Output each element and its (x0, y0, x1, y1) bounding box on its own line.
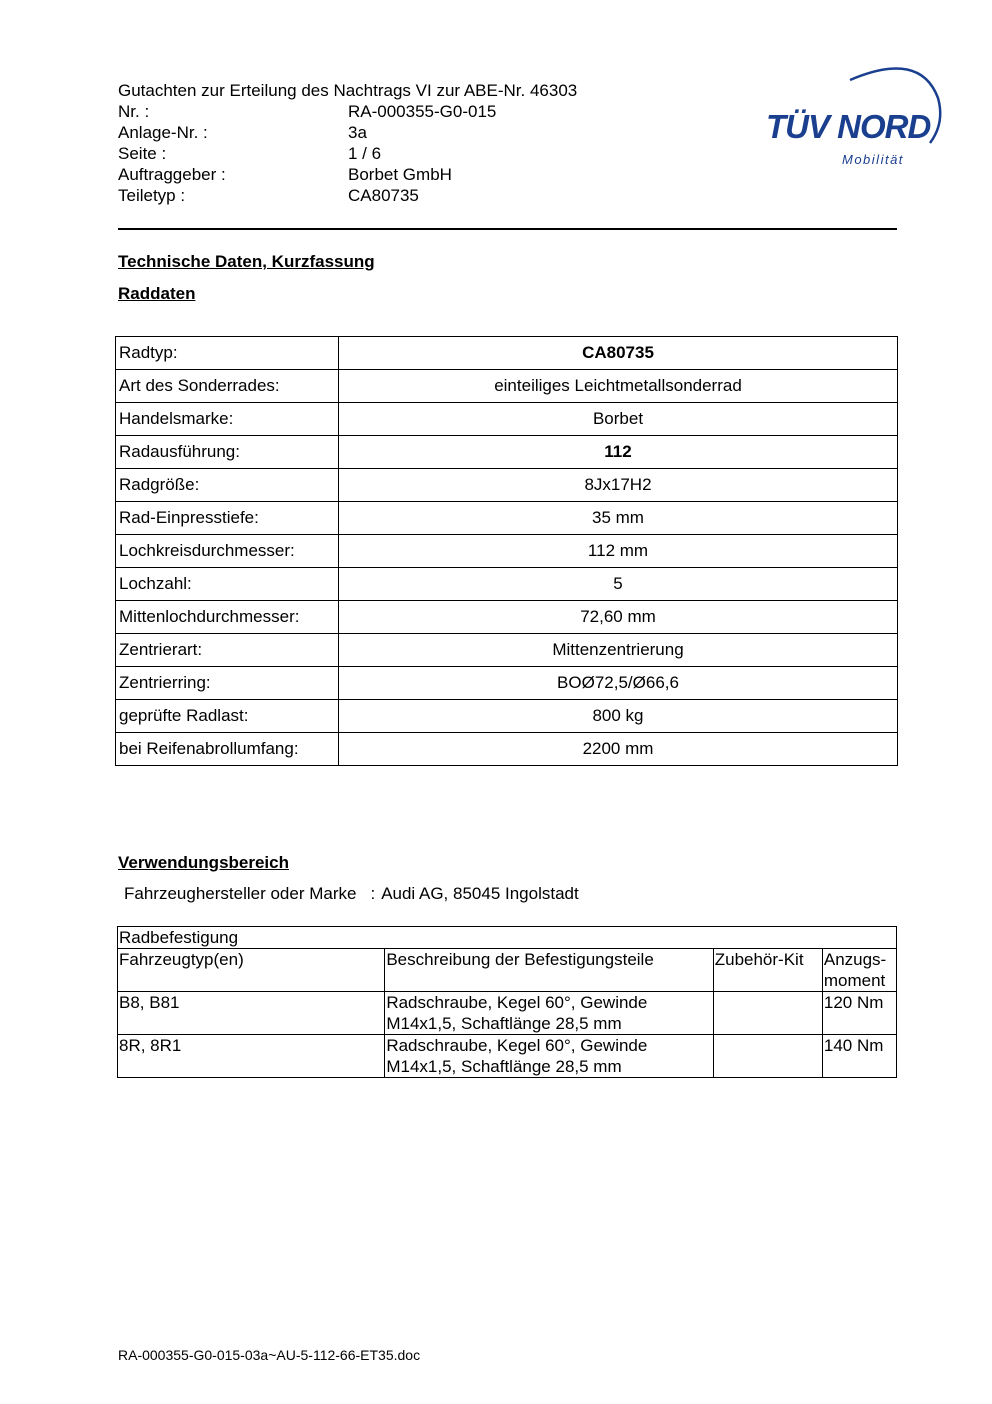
wheel-data-key: geprüfte Radlast: (116, 700, 339, 733)
manufacturer-line (124, 884, 579, 904)
wheel-data-row (116, 700, 898, 733)
wheel-data-key: Lochzahl: (116, 568, 339, 601)
wheel-data-value: 72,60 mm (339, 601, 898, 634)
fastening-row (118, 992, 897, 1035)
wheel-data-value: 2200 mm (339, 733, 898, 766)
header-field-row (118, 122, 678, 143)
fastening-header-row (118, 949, 897, 992)
fastening-table (117, 926, 897, 1078)
wheel-data-value: Borbet (339, 403, 898, 436)
section-title-technical-data: Technische Daten, Kurzfassung (118, 252, 375, 271)
fastening-cell: 120 Nm (822, 992, 896, 1035)
wheel-data-key: Radgröße: (116, 469, 339, 502)
header-field-label: Teiletyp : (118, 186, 186, 205)
document-title: Gutachten zur Erteilung des Nachtrags VI zur ABE-Nr. 46303 (118, 81, 578, 100)
fastening-cell: Radschraube, Kegel 60°, Gewinde M14x1,5, Schaftlänge 28,5 mm (385, 1035, 713, 1078)
wheel-data-value: 112 (339, 436, 898, 469)
fastening-header-cell: Zubehör-Kit (713, 949, 822, 992)
wheel-data-row (116, 667, 898, 700)
header-field-label: Seite : (118, 144, 167, 163)
header-field-value: CA80735 (348, 186, 419, 205)
header-divider (118, 228, 897, 230)
section-title-verwendungsbereich: Verwendungsbereich (118, 853, 289, 872)
fastening-row (118, 1035, 897, 1078)
wheel-data-value: 8Jx17H2 (339, 469, 898, 502)
wheel-data-row (116, 337, 898, 370)
fastening-caption-row (118, 927, 897, 949)
fastening-header-cell: Fahrzeugtyp(en) (118, 949, 385, 992)
fastening-caption: Radbefestigung (118, 927, 897, 949)
wheel-data-row (116, 502, 898, 535)
logo-subtitle: Mobilität (842, 152, 904, 167)
fastening-cell: Radschraube, Kegel 60°, Gewinde M14x1,5, Schaftlänge 28,5 mm (385, 992, 713, 1035)
wheel-data-row (116, 403, 898, 436)
wheel-data-value: 5 (339, 568, 898, 601)
header-field-value: 3a (348, 123, 367, 142)
footer-filename: RA-000355-G0-015-03a~AU-5-112-66-ET35.doc (118, 1347, 421, 1363)
logo-brand: TÜV NORD (766, 108, 931, 145)
wheel-data-value: einteiliges Leichtmetallsonderrad (339, 370, 898, 403)
document-header (118, 80, 678, 206)
header-field-value: 1 / 6 (348, 144, 382, 163)
header-field-label: Auftraggeber : (118, 165, 226, 184)
wheel-data-row (116, 601, 898, 634)
wheel-data-row (116, 436, 898, 469)
wheel-data-row (116, 535, 898, 568)
wheel-data-row (116, 370, 898, 403)
wheel-data-value: BOØ72,5/Ø66,6 (339, 667, 898, 700)
header-fields (118, 101, 678, 206)
wheel-data-value: 800 kg (339, 700, 898, 733)
wheel-data-value: Mittenzentrierung (339, 634, 898, 667)
header-field-row (118, 143, 678, 164)
wheel-data-row (116, 733, 898, 766)
wheel-data-table (115, 336, 898, 766)
wheel-data-key: Zentrierart: (116, 634, 339, 667)
fastening-cell: 8R, 8R1 (118, 1035, 385, 1078)
wheel-data-key: bei Reifenabrollumfang: (116, 733, 339, 766)
fastening-cell: B8, B81 (118, 992, 385, 1035)
manufacturer-separator: : (370, 884, 376, 903)
wheel-data-key: Handelsmarke: (116, 403, 339, 436)
header-field-row (118, 164, 678, 185)
manufacturer-label: Fahrzeughersteller oder Marke (124, 884, 357, 903)
wheel-data-key: Lochkreisdurchmesser: (116, 535, 339, 568)
wheel-data-key: Art des Sonderrades: (116, 370, 339, 403)
header-field-value: Borbet GmbH (348, 165, 452, 184)
wheel-data-row (116, 568, 898, 601)
fastening-header-cell: Anzugs- moment (822, 949, 896, 992)
wheel-data-key: Radausführung: (116, 436, 339, 469)
manufacturer-value: Audi AG, 85045 Ingolstadt (381, 884, 579, 903)
fastening-header-cell: Beschreibung der Befestigungsteile (385, 949, 713, 992)
header-field-label: Anlage-Nr. : (118, 123, 208, 142)
wheel-data-row (116, 469, 898, 502)
header-field-row (118, 101, 678, 122)
wheel-data-key: Mittenlochdurchmesser: (116, 601, 339, 634)
wheel-data-key: Zentrierring: (116, 667, 339, 700)
fastening-cell (713, 992, 822, 1035)
tuv-nord-logo (760, 58, 945, 173)
header-field-label: Nr. : (118, 102, 150, 121)
wheel-data-row (116, 634, 898, 667)
wheel-data-value: 35 mm (339, 502, 898, 535)
header-field-row (118, 185, 678, 206)
wheel-data-key: Radtyp: (116, 337, 339, 370)
wheel-data-key: Rad-Einpresstiefe: (116, 502, 339, 535)
wheel-data-value: CA80735 (339, 337, 898, 370)
fastening-cell (713, 1035, 822, 1078)
header-field-value: RA-000355-G0-015 (348, 102, 497, 121)
fastening-cell: 140 Nm (822, 1035, 896, 1078)
section-title-raddaten: Raddaten (118, 284, 196, 303)
wheel-data-value: 112 mm (339, 535, 898, 568)
